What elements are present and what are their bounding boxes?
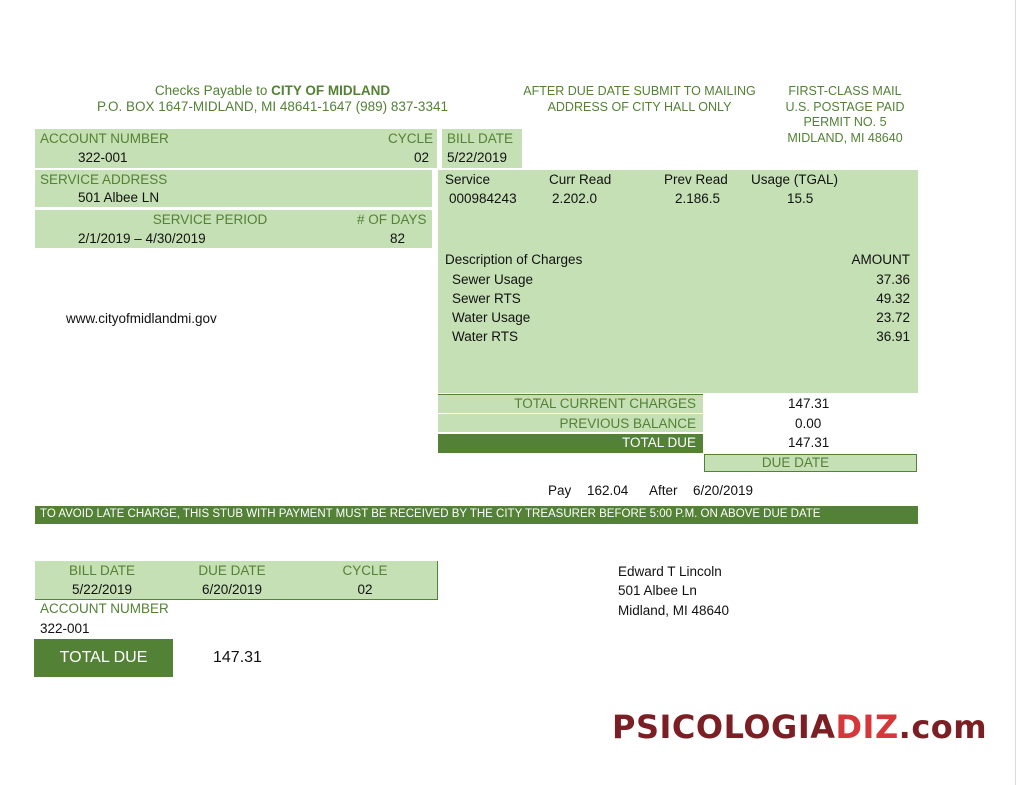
late-charge-text: TO AVOID LATE CHARGE, THIS STUB WITH PAYMENT MUST BE RECEIVED BY THE CITY TREASURER BEFORE 5:00 P.M. ON ABOVE DUE DATE bbox=[40, 508, 821, 520]
stub-due-date-value: 6/20/2019 bbox=[201, 582, 263, 597]
cycle-value: 02 bbox=[414, 150, 430, 165]
charges-description-label: Description of Charges bbox=[445, 252, 583, 267]
days-label: # OF DAYS bbox=[357, 212, 427, 227]
postage-line-1: FIRST-CLASS MAIL bbox=[788, 84, 902, 98]
meter-prev-read-label: Prev Read bbox=[664, 172, 728, 187]
bill-date-value: 5/22/2019 bbox=[447, 150, 508, 165]
watermark-part-1: PSICOLOGIA bbox=[612, 708, 836, 746]
website-link[interactable]: www.cityofmidlandmi.gov bbox=[66, 311, 217, 326]
charge-item-amount: 49.32 bbox=[876, 291, 910, 306]
stub-cycle-value: 02 bbox=[357, 582, 373, 597]
charge-item-name: Sewer Usage bbox=[452, 272, 534, 287]
charges-amount-label: AMOUNT bbox=[851, 252, 910, 267]
previous-balance-value: 0.00 bbox=[795, 416, 822, 431]
meter-curr-read-value: 2.202.0 bbox=[552, 191, 598, 206]
service-address-value: 501 Albee LN bbox=[78, 190, 160, 205]
after-due-line-2: ADDRESS OF CITY HALL ONLY bbox=[547, 100, 732, 114]
total-current-value: 147.31 bbox=[788, 396, 830, 411]
customer-address-2: Midland, MI 48640 bbox=[618, 603, 730, 618]
service-address-label: SERVICE ADDRESS bbox=[40, 172, 168, 187]
customer-address-1: 501 Albee Ln bbox=[618, 583, 697, 598]
pay-label: Pay bbox=[548, 483, 572, 498]
charge-item-amount: 36.91 bbox=[876, 329, 910, 344]
total-current-label: TOTAL CURRENT CHARGES bbox=[514, 396, 696, 411]
postage-line-4: MIDLAND, MI 48640 bbox=[787, 131, 903, 145]
postage-line-3: PERMIT NO. 5 bbox=[803, 115, 887, 129]
stub-bill-date-value: 5/22/2019 bbox=[71, 582, 133, 597]
meter-curr-read-label: Curr Read bbox=[549, 172, 612, 187]
after-due-line-1: AFTER DUE DATE SUBMIT TO MAILING bbox=[523, 84, 756, 98]
previous-balance-label: PREVIOUS BALANCE bbox=[559, 416, 696, 431]
service-period-value: 2/1/2019 – 4/30/2019 bbox=[78, 231, 206, 246]
due-date-label: DUE DATE bbox=[761, 455, 830, 470]
total-due-value: 147.31 bbox=[788, 435, 830, 450]
bill-date-label: BILL DATE bbox=[447, 131, 514, 146]
po-box-line: P.O. BOX 1647-MIDLAND, MI 48641-1647 (989) 837-3341 bbox=[97, 99, 448, 114]
charge-item-name: Water RTS bbox=[452, 329, 519, 344]
postage-line-2: U.S. POSTAGE PAID bbox=[785, 100, 905, 114]
watermark-part-3: .com bbox=[898, 708, 988, 746]
payable-to-line bbox=[80, 83, 465, 99]
meter-service-label: Service bbox=[445, 172, 491, 187]
watermark-logo bbox=[612, 708, 987, 746]
service-period-label: SERVICE PERIOD bbox=[152, 212, 268, 227]
charge-item-name: Water Usage bbox=[452, 310, 531, 325]
stub-bill-date-label: BILL DATE bbox=[68, 563, 136, 578]
charge-item-name: Sewer RTS bbox=[452, 291, 521, 306]
stub-total-due-value: 147.31 bbox=[213, 649, 262, 666]
charge-item-amount: 23.72 bbox=[876, 310, 910, 325]
stub-total-due-label: TOTAL DUE bbox=[59, 649, 148, 666]
payable-prefix: Checks Payable to bbox=[154, 83, 268, 98]
account-number-label: ACCOUNT NUMBER bbox=[40, 131, 169, 146]
after-label: After bbox=[649, 483, 678, 498]
watermark-part-2: DIZ bbox=[835, 708, 899, 746]
meter-usage-value: 15.5 bbox=[787, 191, 814, 206]
customer-name: Edward T Lincoln bbox=[618, 564, 722, 579]
meter-usage-label: Usage (TGAL) bbox=[751, 172, 839, 187]
cycle-label: CYCLE bbox=[388, 131, 434, 146]
stub-due-date-label: DUE DATE bbox=[198, 563, 266, 578]
meter-prev-read-value: 2.186.5 bbox=[675, 191, 721, 206]
after-date: 6/20/2019 bbox=[693, 483, 754, 498]
stub-cycle-label: CYCLE bbox=[342, 563, 388, 578]
stub-account-number-value: 322-001 bbox=[40, 621, 90, 636]
payee-name: CITY OF MIDLAND bbox=[271, 83, 391, 98]
account-number-value: 322-001 bbox=[78, 150, 128, 165]
days-value: 82 bbox=[390, 231, 406, 246]
total-due-label: TOTAL DUE bbox=[621, 435, 696, 450]
meter-service-value: 000984243 bbox=[449, 191, 517, 206]
pay-amount: 162.04 bbox=[587, 483, 629, 498]
stub-account-number-label: ACCOUNT NUMBER bbox=[40, 601, 169, 616]
charge-item-amount: 37.36 bbox=[876, 272, 910, 287]
